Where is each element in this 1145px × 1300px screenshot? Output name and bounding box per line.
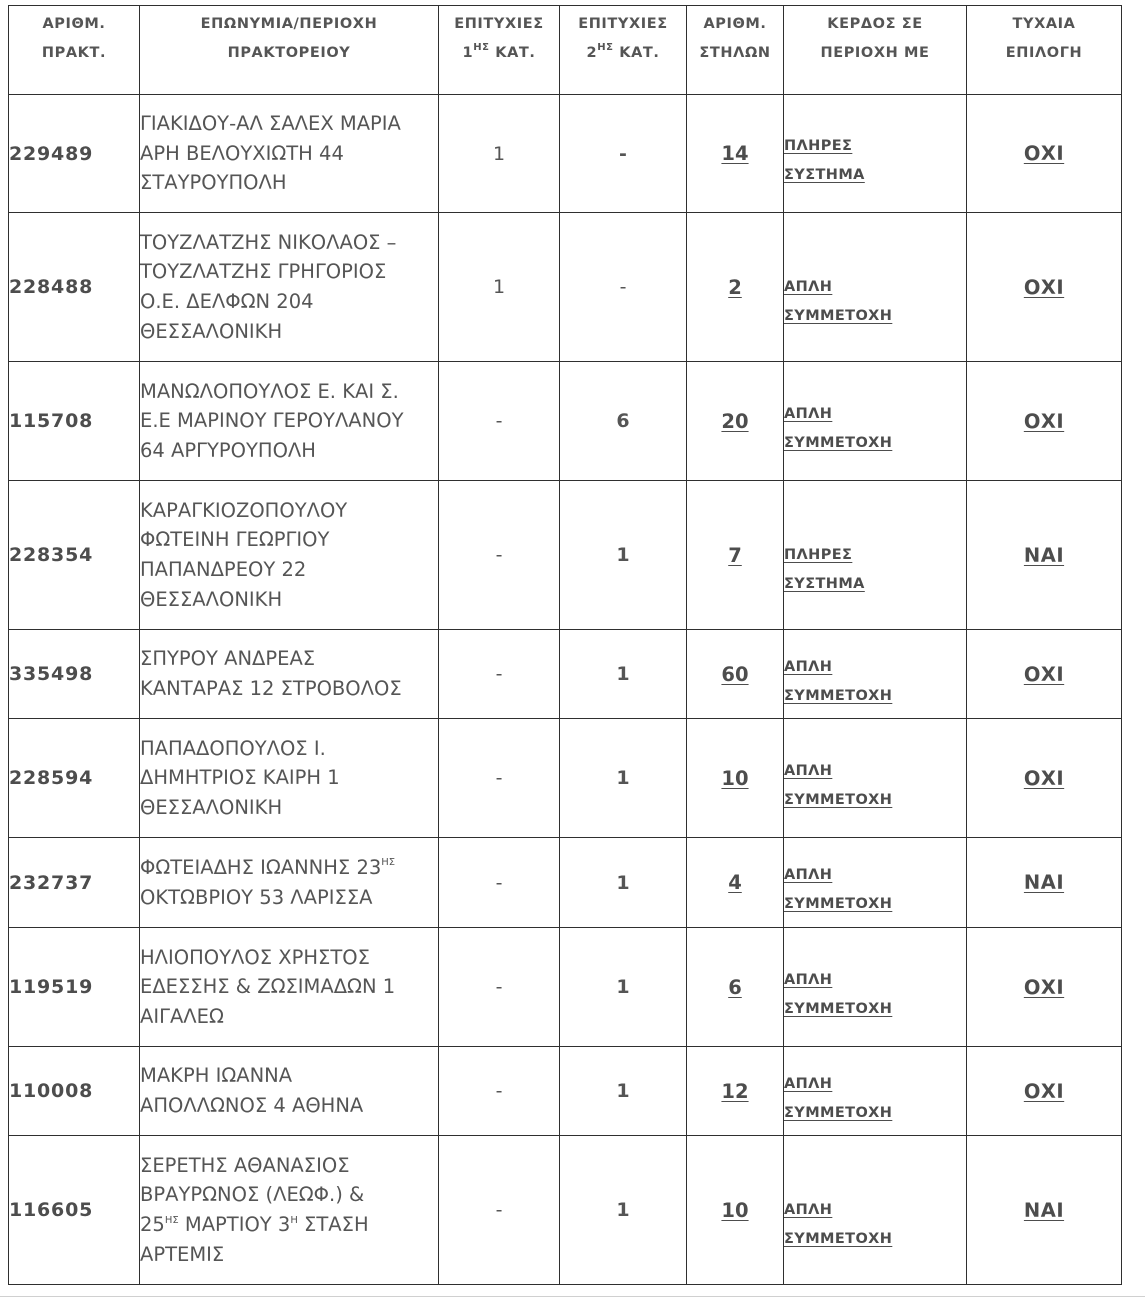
agency-name-part: ΜΑΡΤΙΟΥ 3 (178, 1213, 291, 1236)
table-row (9, 719, 1122, 838)
columns-count-cell (687, 928, 784, 1047)
header-cat2-line1: ΕΠΙΤΥΧΙΕΣ (578, 16, 668, 32)
cat2-wins: 1 (560, 630, 687, 719)
header-cat2-num: 2 (586, 45, 598, 61)
prize-type-link[interactable] (784, 659, 892, 704)
agency-name-line: ΚΑΝΤΑΡΑΣ 12 ΣΤΡΟΒΟΛΟΣ (140, 677, 402, 700)
table-row (9, 1136, 1122, 1285)
prize-type-link[interactable] (784, 1076, 892, 1121)
table-row (9, 481, 1122, 630)
random-pick-cell (967, 481, 1122, 630)
prize-type-line: ΣΥΜΜΕΤΟΧΗ (784, 308, 893, 324)
columns-count-link[interactable]: 2 (728, 275, 742, 299)
table-row (9, 928, 1122, 1047)
cat2-wins: - (560, 213, 687, 362)
winners-table (8, 5, 1122, 1285)
agency-name-line: 64 ΑΡΓΥΡΟΥΠΟΛΗ (140, 438, 316, 462)
header-cols-line2: ΣΤΗΛΩΝ (699, 45, 771, 61)
agency-name-line: ΤΟΥΖΛΑΤΖΗΣ ΓΡΗΓΟΡΙΟΣ (140, 260, 387, 284)
prize-type-cell (784, 213, 967, 362)
prize-type-line: ΣΥΜΜΕΤΟΧΗ (784, 434, 893, 451)
cat1-wins: - (439, 928, 560, 1047)
agency-name-line: ΔΗΜΗΤΡΙΟΣ ΚΑΙΡΗ 1 (140, 766, 340, 790)
prize-type-link[interactable] (784, 1202, 892, 1247)
columns-count-link[interactable]: 12 (721, 1079, 749, 1103)
prize-type-link[interactable] (784, 867, 892, 912)
agency-code: 228354 (9, 481, 140, 630)
cat2-wins: 1 (560, 1047, 687, 1136)
prize-type-cell (784, 362, 967, 481)
prize-type-line: ΑΠΛΗ (784, 1202, 833, 1218)
header-prize (784, 6, 967, 95)
prize-type-cell (784, 95, 967, 213)
prize-type-link[interactable] (784, 406, 892, 451)
ordinal-suffix: ΗΣ (164, 1214, 179, 1226)
agency-name-line: ΠΑΠΑΝΔΡΕΟΥ 22 (140, 558, 307, 581)
header-code-line1: ΑΡΙΘΜ. (42, 16, 106, 32)
agency-name-part: ΣΤΑΣΗ (297, 1213, 369, 1236)
prize-type-line: ΑΠΛΗ (784, 279, 833, 295)
agency-name-line: ΣΕΡΕΤΗΣ ΑΘΑΝΑΣΙΟΣ (140, 1153, 350, 1177)
cat1-wins: - (439, 362, 560, 481)
agency-name-line: ΠΑΠΑΔΟΠΟΥΛΟΣ Ι. (140, 736, 326, 760)
columns-count-cell (687, 630, 784, 719)
agency-code: 119519 (9, 928, 140, 1047)
prize-type-line: ΣΥΣΤΗΜΑ (784, 576, 865, 592)
header-random-line1: ΤΥΧΑΙΑ (1012, 16, 1076, 32)
prize-type-cell (784, 838, 967, 928)
prize-type-line: ΠΛΗΡΕΣ (784, 138, 853, 154)
header-code-line2: ΠΡΑΚΤ. (41, 45, 107, 61)
agency-name-line: ΕΔΕΣΣΗΣ & ΖΩΣΙΜΑΔΩΝ 1 (140, 975, 396, 999)
columns-count-cell (687, 213, 784, 362)
ordinal-suffix: Η (290, 1214, 298, 1226)
agency-name (140, 95, 439, 213)
prize-type-line: ΑΠΛΗ (784, 658, 833, 675)
columns-count-cell (687, 1136, 784, 1285)
prize-type-cell (784, 719, 967, 838)
agency-name-line: ΑΠΟΛΛΩΝΟΣ 4 ΑΘΗΝΑ (140, 1094, 364, 1117)
table-row (9, 630, 1122, 719)
columns-count-link[interactable]: 4 (728, 871, 742, 894)
random-pick-cell (967, 362, 1122, 481)
agency-code: 228488 (9, 213, 140, 362)
random-pick-link[interactable]: ΟΧΙ (1023, 409, 1065, 433)
random-pick-link[interactable]: ΟΧΙ (1023, 1079, 1065, 1103)
prize-type-link[interactable] (784, 763, 892, 808)
cat2-wins: 1 (560, 481, 687, 630)
prize-type-line: ΑΠΛΗ (784, 762, 833, 779)
cat1-wins: - (439, 838, 560, 928)
agency-name-line: ΤΟΥΖΛΑΤΖΗΣ ΝΙΚΟΛΑΟΣ – (140, 230, 397, 254)
columns-count-cell (687, 481, 784, 630)
cat2-wins: 1 (560, 1136, 687, 1285)
columns-count-cell (687, 838, 784, 928)
header-cat2-sup: ΗΣ (597, 42, 614, 54)
prize-type-line: ΣΥΣΤΗΜΑ (784, 167, 865, 183)
agency-code: 228594 (9, 719, 140, 838)
cat1-wins: - (439, 630, 560, 719)
random-pick-cell (967, 838, 1122, 928)
header-name (140, 6, 439, 95)
agency-name-line: Ε.Ε ΜΑΡΙΝΟΥ ΓΕΡΟΥΛΑΝΟΥ (140, 409, 404, 433)
header-cat2 (560, 6, 687, 95)
columns-count-link[interactable]: 10 (721, 766, 749, 790)
prize-type-line: ΑΠΛΗ (784, 971, 833, 988)
table-row (9, 95, 1122, 213)
agency-code: 115708 (9, 362, 140, 481)
header-cat1-num: 1 (462, 45, 474, 61)
agency-name-line: ΑΡΗ ΒΕΛΟΥΧΙΩΤΗ 44 (140, 141, 344, 165)
agency-name-line: ΘΕΣΣΑΛΟΝΙΚΗ (140, 795, 283, 819)
header-code (9, 6, 140, 95)
agency-code: 116605 (9, 1136, 140, 1285)
agency-name-line: ΓΙΑΚΙΔΟΥ-ΑΛ ΣΑΛΕΧ ΜΑΡΙΑ (140, 112, 401, 136)
random-pick-link[interactable]: ΝΑΙ (1023, 1198, 1065, 1222)
random-pick-link[interactable]: ΟΧΙ (1023, 662, 1065, 686)
agency-name-line: ΣΤΑΥΡΟΥΠΟΛΗ (140, 171, 287, 195)
agency-name-line: ΣΠΥΡΟΥ ΑΝΔΡΕΑΣ (140, 647, 316, 671)
agency-name (140, 1136, 439, 1285)
header-name-line1: ΕΠΩΝΥΜΙΑ/ΠΕΡΙΟΧΗ (200, 16, 378, 32)
agency-name-line: Ο.Ε. ΔΕΛΦΩΝ 204 (140, 290, 314, 313)
prize-type-line: ΣΥΜΜΕΤΟΧΗ (784, 791, 893, 808)
random-pick-link[interactable]: ΝΑΙ (1023, 871, 1065, 894)
agency-name (140, 838, 439, 928)
random-pick-cell (967, 928, 1122, 1047)
random-pick-cell (967, 719, 1122, 838)
cat1-wins: 1 (439, 95, 560, 213)
header-random-line2: ΕΠΙΛΟΓΗ (1005, 45, 1083, 61)
random-pick-link[interactable]: ΟΧΙ (1023, 975, 1065, 999)
page-divider (0, 1296, 1145, 1297)
columns-count-cell (687, 362, 784, 481)
header-prize-line1: ΚΕΡΔΟΣ ΣΕ (827, 16, 923, 32)
prize-type-cell (784, 1047, 967, 1136)
header-row (9, 6, 1122, 95)
winners-table-wrapper (8, 5, 1122, 1285)
agency-name (140, 362, 439, 481)
cat1-wins: - (439, 1047, 560, 1136)
prize-type-cell (784, 928, 967, 1047)
cat2-wins: 1 (560, 928, 687, 1047)
cat1-wins: - (439, 719, 560, 838)
random-pick-link[interactable]: ΟΧΙ (1023, 275, 1065, 299)
columns-count-link[interactable]: 20 (721, 409, 749, 433)
header-prize-line2: ΠΕΡΙΟΧΗ ΜΕ (820, 45, 930, 61)
agency-name (140, 928, 439, 1047)
prize-type-link[interactable] (784, 279, 892, 324)
columns-count-cell (687, 1047, 784, 1136)
agency-name-line: ΟΚΤΩΒΡΙΟΥ 53 ΛΑΡΙΣΣΑ (140, 885, 373, 909)
header-cat2-post: ΚΑΤ. (613, 45, 660, 61)
random-pick-cell (967, 1047, 1122, 1136)
agency-name-line: ΚΑΡΑΓΚΙΟΖΟΠΟΥΛΟΥ (140, 498, 348, 522)
columns-count-cell (687, 95, 784, 213)
prize-type-link[interactable] (784, 138, 865, 183)
columns-count-link[interactable]: 7 (728, 543, 742, 567)
agency-name-part: 25 (140, 1213, 165, 1236)
random-pick-cell (967, 630, 1122, 719)
columns-count-cell (687, 719, 784, 838)
prize-type-line: ΣΥΜΜΕΤΟΧΗ (784, 687, 893, 704)
agency-name-line: ΑΙΓΑΛΕΩ (140, 1004, 224, 1028)
table-row (9, 213, 1122, 362)
agency-name (140, 213, 439, 362)
agency-code: 110008 (9, 1047, 140, 1136)
agency-name (140, 1047, 439, 1136)
header-name-line2: ΠΡΑΚΤΟΡΕΙΟΥ (227, 45, 351, 61)
ordinal-suffix: ΗΣ (381, 857, 396, 869)
table-row (9, 838, 1122, 928)
header-cat1-post: ΚΑΤ. (489, 45, 536, 61)
agency-name-line: ΘΕΣΣΑΛΟΝΙΚΗ (140, 587, 283, 611)
agency-code: 232737 (9, 838, 140, 928)
agency-name (140, 481, 439, 630)
agency-name-line: ΦΩΤΕΙΝΗ ΓΕΩΡΓΙΟΥ (140, 528, 330, 552)
columns-count-link[interactable]: 6 (728, 975, 742, 999)
prize-type-line: ΑΠΛΗ (784, 867, 833, 883)
prize-type-cell (784, 630, 967, 719)
prize-type-line: ΠΛΗΡΕΣ (784, 547, 853, 563)
prize-type-link[interactable] (784, 547, 865, 592)
header-cols-line1: ΑΡΙΘΜ. (703, 16, 767, 32)
columns-count-link[interactable]: 14 (721, 142, 749, 165)
cat1-wins: 1 (439, 213, 560, 362)
random-pick-link[interactable]: ΟΧΙ (1023, 766, 1065, 790)
agency-name-line: ΒΡΑΥΡΩΝΟΣ (ΛΕΩΦ.) & (140, 1183, 365, 1207)
prize-type-line: ΣΥΜΜΕΤΟΧΗ (784, 1231, 893, 1247)
prize-type-cell (784, 1136, 967, 1285)
random-pick-cell (967, 1136, 1122, 1285)
table-row (9, 362, 1122, 481)
agency-name-line: ΜΑΝΩΛΟΠΟΥΛΟΣ Ε. ΚΑΙ Σ. (140, 379, 399, 403)
cat1-wins: - (439, 481, 560, 630)
cat1-wins: - (439, 1136, 560, 1285)
header-cat1 (439, 6, 560, 95)
agency-name-line: ΗΛΙΟΠΟΥΛΟΣ ΧΡΗΣΤΟΣ (140, 945, 370, 969)
header-cat1-line1: ΕΠΙΤΥΧΙΕΣ (454, 16, 544, 32)
agency-name-line: ΘΕΣΣΑΛΟΝΙΚΗ (140, 319, 283, 343)
random-pick-link[interactable]: ΝΑΙ (1023, 543, 1065, 567)
prize-type-line: ΑΠΛΗ (784, 405, 833, 422)
agency-name (140, 719, 439, 838)
cat2-wins: 6 (560, 362, 687, 481)
prize-type-line: ΣΥΜΜΕΤΟΧΗ (784, 896, 893, 912)
prize-type-line: ΣΥΜΜΕΤΟΧΗ (784, 1000, 893, 1017)
header-cols (687, 6, 784, 95)
table-row (9, 1047, 1122, 1136)
prize-type-cell (784, 481, 967, 630)
agency-name-line: ΦΩΤΕΙΑΔΗΣ ΙΩΑΝΝΗΣ 23 (140, 855, 382, 879)
random-pick-cell (967, 213, 1122, 362)
prize-type-link[interactable] (784, 972, 892, 1017)
agency-code: 229489 (9, 95, 140, 213)
agency-name (140, 630, 439, 719)
columns-count-link[interactable]: 10 (721, 1198, 749, 1222)
agency-code: 335498 (9, 630, 140, 719)
cat2-wins: 1 (560, 719, 687, 838)
cat2-wins: 1 (560, 838, 687, 928)
random-pick-link[interactable]: ΟΧΙ (1023, 142, 1065, 165)
random-pick-cell (967, 95, 1122, 213)
agency-name-line: ΜΑΚΡΗ ΙΩΑΝΝΑ (140, 1064, 293, 1088)
header-cat1-sup: ΗΣ (473, 42, 490, 54)
prize-type-line: ΑΠΛΗ (784, 1075, 833, 1092)
columns-count-link[interactable]: 60 (721, 662, 749, 686)
agency-name-line: ΑΡΤΕΜΙΣ (140, 1242, 225, 1266)
cat2-wins: - (560, 95, 687, 213)
header-random (967, 6, 1122, 95)
prize-type-line: ΣΥΜΜΕΤΟΧΗ (784, 1104, 893, 1121)
